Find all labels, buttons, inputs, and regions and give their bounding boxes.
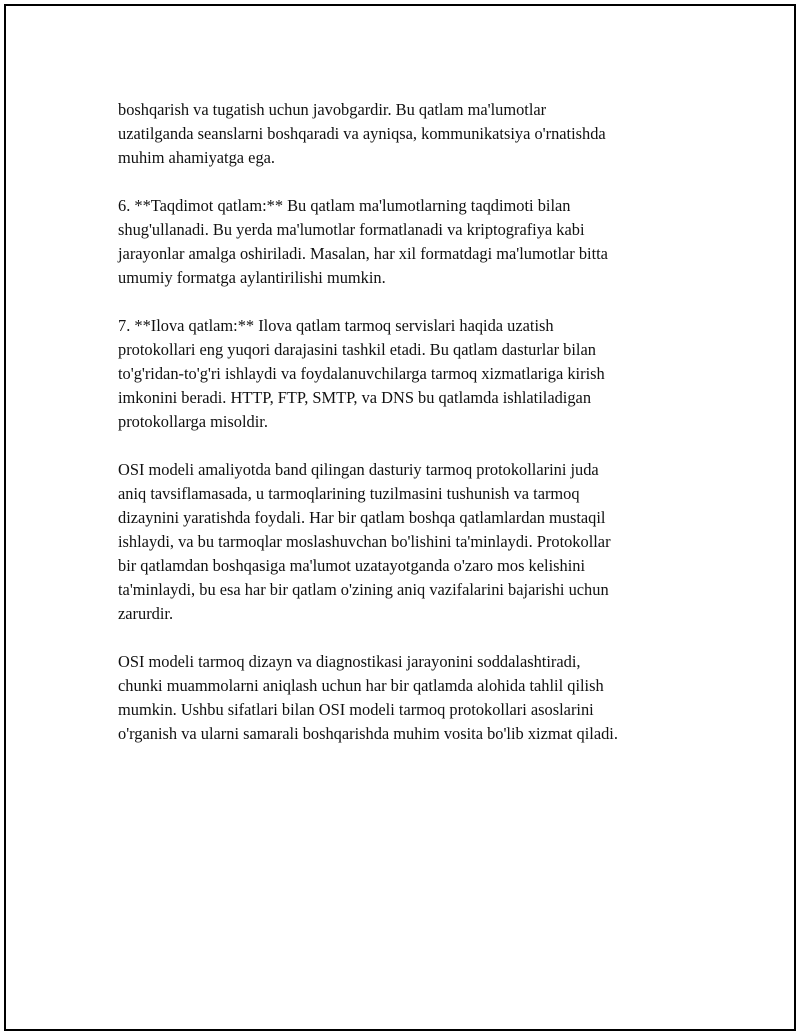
text-line: 6. **Taqdimot qatlam:** Bu qatlam ma'lumotlarning taqdimoti bilan <box>118 196 571 215</box>
page-frame <box>4 4 796 1031</box>
text-line: uzatilganda seanslarni boshqaradi va ayniqsa, kommunikatsiya o'rnatishda <box>118 124 606 143</box>
text-line: chunki muammolarni aniqlash uchun har bir qatlamda alohida tahlil qilish <box>118 676 604 695</box>
text-line: shug'ullanadi. Bu yerda ma'lumotlar formatlanadi va kriptografiya kabi <box>118 220 585 239</box>
text-line: jarayonlar amalga oshiriladi. Masalan, har xil formatdagi ma'lumotlar bitta <box>118 244 608 263</box>
text-line: protokollarga misoldir. <box>118 412 268 431</box>
text-line: dizaynini yaratishda foydali. Har bir qatlam boshqa qatlamlardan mustaqil <box>118 508 606 527</box>
text-line: OSI modeli amaliyotda band qilingan dasturiy tarmoq protokollarini juda <box>118 460 599 479</box>
text-line: ishlaydi, va bu tarmoqlar moslashuvchan bo'lishini ta'minlaydi. Protokollar <box>118 532 611 551</box>
document-body <box>118 98 698 770</box>
text-line: to'g'ridan-to'g'ri ishlaydi va foydalanuvchilarga tarmoq xizmatlariga kirish <box>118 364 605 383</box>
text-line: o'rganish va ularni samarali boshqarishda muhim vosita bo'lib xizmat qiladi. <box>118 724 618 743</box>
paragraph-session-layer-end <box>118 98 698 170</box>
paragraph-osi-conclusion <box>118 650 698 746</box>
text-line: zarurdir. <box>118 604 174 623</box>
text-line: bir qatlamdan boshqasiga ma'lumot uzatayotganda o'zaro mos kelishini <box>118 556 586 575</box>
text-line: aniq tavsiflamasada, u tarmoqlarining tuzilmasini tushunish va tarmoq <box>118 484 580 503</box>
paragraph-osi-summary <box>118 458 698 626</box>
text-line: ta'minlaydi, bu esa har bir qatlam o'zining aniq vazifalarini bajarishi uchun <box>118 580 609 599</box>
text-line: OSI modeli tarmoq dizayn va diagnostikasi jarayonini soddalashtiradi, <box>118 652 581 671</box>
text-line: 7. **Ilova qatlam:** Ilova qatlam tarmoq servislari haqida uzatish <box>118 316 554 335</box>
text-line: umumiy formatga aylantirilishi mumkin. <box>118 268 386 287</box>
text-line: muhim ahamiyatga ega. <box>118 148 276 167</box>
text-line: imkonini beradi. HTTP, FTP, SMTP, va DNS bu qatlamda ishlatiladigan <box>118 388 592 407</box>
paragraph-application-layer <box>118 314 698 434</box>
text-line: protokollari eng yuqori darajasini tashkil etadi. Bu qatlam dasturlar bilan <box>118 340 596 359</box>
text-line: boshqarish va tugatish uchun javobgardir. Bu qatlam ma'lumotlar <box>118 100 547 119</box>
paragraph-presentation-layer <box>118 194 698 290</box>
text-line: mumkin. Ushbu sifatlari bilan OSI modeli tarmoq protokollari asoslarini <box>118 700 594 719</box>
